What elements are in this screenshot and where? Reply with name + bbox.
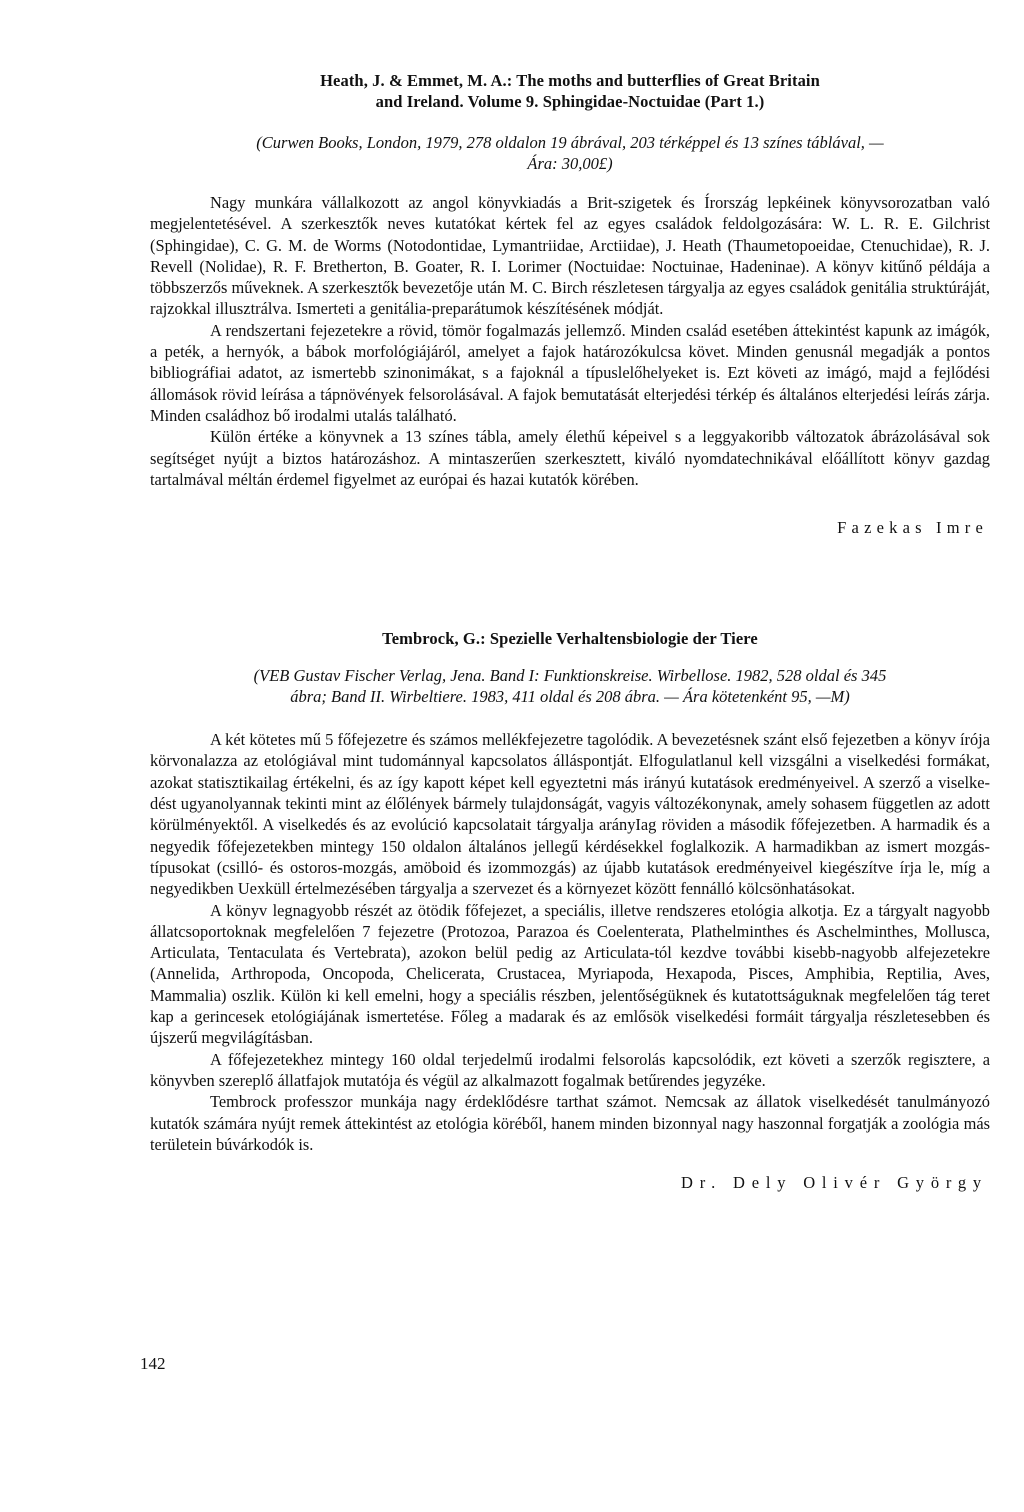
review-heath-emmet	[150, 70, 990, 538]
review-paragraph: Tembrock professzor munkája nagy érdeklődésre tarthat számot. Nemcsak az állatok viselkedését tanulmányozó kutatók számára nyújt remek áttekintést az etológia köréből, hanem minden bizonnyal nagy haszonnal forgatják a zoológia más területein búvárkodók is.	[150, 1092, 990, 1154]
publication-details-line-1: (Curwen Books, London, 1979, 278 oldalon 19 ábrával, 203 térképpel és 13 színes táblával, —	[256, 133, 884, 152]
review-title-line-2: and Ireland. Volume 9. Sphingidae-Noctuidae (Part 1.)	[375, 92, 765, 111]
publication-details-line-1: (VEB Gustav Fischer Verlag, Jena. Band I: Funktionskreise. Wirbellose. 1982, 528 oldal és 345	[253, 666, 887, 686]
page-content	[150, 70, 990, 1193]
publication-details	[150, 132, 990, 174]
review-author: Dr. Dely Olivér György	[681, 1173, 988, 1193]
review-paragraph: A főfejezetekhez mintegy 160 oldal terjedelmű irodalmi felsorolás kapcsolódik, ezt követi a szerzők regisztere, a könyvben szereplő állatfajok mutatója és végül az alkalmazott fogalmak betűrendes jegyzéke.	[150, 1049, 990, 1090]
review-title-line-1: Heath, J. & Emmet, M. A.: The moths and butterflies of Great Britain	[320, 71, 820, 90]
review-title: Tembrock, G.: Spezielle Verhaltensbiologie der Tiere	[382, 629, 758, 649]
review-paragraph: A könyv legnagyobb részét az ötödik főfejezet, a speciális, illetve rendszeres etológia alkotja. Ez a tárgyalt nagyobb állatcsoportoknak megfelelően 7 fejezetre (Protozoa, Parazoa és Coelenterata, Plathelminthes és Aschelminthes, Mollusca, Articulata, Tentaculata és Vertebrata), azokon belül pedig az Articulata-tól kezdve további kisebb-nagyobb alfejezetekre (Annelida, Arthropoda, Oncopoda, Chelicerata, Crustacea, Myriapoda, Hexapoda, Pisces, Amphibia, Reptilia, Aves, Mammalia) oszlik. Külön ki kell emelni, hogy a speciális részben, jelentőségüknek és kutatottságuknak megfelelően tág teret kap a gerincesek etológiájának ismertetése. Főleg a madarak és az emlősök viselkedési formáit tárgyalja részletesebben és újszerű megvilágításban.	[150, 900, 990, 1048]
publication-details-line-2: ábra; Band II. Wirbeltiere. 1983, 411 oldal és 208 ábra. — Ára kötetenként 95, —M)	[290, 687, 850, 707]
section-gap	[150, 538, 990, 628]
review-paragraph: A két kötetes mű 5 főfejezetre és számos mellékfejezetre tagolódik. A bevezetésnek szánt első fejezetben a könyv írója körvonalazza az etológiával mint tudománnyal kapcsolatos álláspontját. Elfogulatlanul kell vizsgálni a viselkedési formákat, azokat statisztikailag értékelni, és az így kapott képet kell egyeztetni más irányú kutatások eredményeivel. A szerző a viselkedést ugyanolyannak tekinti mint az élőlények bármely tulajdonságát, vagyis változékonynak, amely sohasem független az adott körülményektől. A viselkedés és az evolúció kapcsolatait tárgyalja arányIag röviden a második főfejezetben. A harmadik és a negyedik főfejezetekben mintegy 150 oldalon általános jellegű kérdésekkel foglalkozik. A harmadikban az ismert mozgástípusokat (csilló- és ostoros-mozgás, amöboid és izommozgás) az újabb kutatások eredményeivel kiegészítve írja le, míg a negyedikben Uexküll értelmezésében tárgyalja a szervezet és a környezet között fennálló kölcsönhatásokat.	[150, 730, 990, 899]
review-paragraph: Nagy munkára vállalkozott az angol könyvkiadás a Brit-szigetek és Írország lepkéinek könyvsorozatban való megjelentetésével. A szerkesztők neves kutatókat kértek fel az egyes családok feldolgozására: W. L. R. E. Gilchrist (Sphingidae), C. G. M. de Worms (Notodontidae, Lymantriidae, Arctiidae), J. Heath (Thaumetopoeidae, Ctenuchidae), R. J. Revell (Nolidae), R. F. Bretherton, B. Goater, R. I. Lorimer (Noctuidae: Noctuinae, Hadeninae). A könyv kitűnő példája a többszerzős műveknek. A szerkesztők bevezetője után M. C. Birch részletesen tárgyalja az egyes családok genitália struktúráját, rajzokkal illusztrálva. Ismerteti a genitália-preparátumok készítésének módját.	[150, 193, 990, 319]
publication-details-line-2: Ára: 30,00£)	[527, 154, 613, 173]
review-title	[150, 70, 990, 112]
review-tembrock	[150, 628, 990, 1193]
page-number: 142	[140, 1354, 166, 1373]
review-author: Fazekas Imre	[837, 518, 988, 538]
review-paragraph: A rendszertani fejezetekre a rövid, tömör fogalmazás jellemző. Minden család esetében áttekintést kapunk az imágók, a peték, a hernyók, a bábok morfológiájáról, amelyet a fajok határozókulcsa követ. Minden genusnál megadják a pontos bibliográfiai adatot, az ismertebb szinonimákat, s a fajoknál a típuslelőhelyeket is. Ezt követi az imágó, majd a fejlődési állomások rövid leírása a tápnövények felsorolásával. A fajok bemutatását elterjedési térkép és általános elterjedési leírás zárja. Minden családhoz bő irodalmi utalás található.	[150, 320, 990, 425]
review-paragraph: Külön értéke a könyvnek a 13 színes tábla, amely élethű képeivel s a leggyakoribb változatok ábrázolásával sok segítséget nyújt a biztos határozáshoz. A mintaszerűen szerkesztett, kiváló nyomdatechnikával előállított könyv gazdag tartalmával méltán érdemel figyelmet az európai és hazai kutatók körében.	[150, 427, 990, 489]
publication-details	[150, 665, 990, 707]
